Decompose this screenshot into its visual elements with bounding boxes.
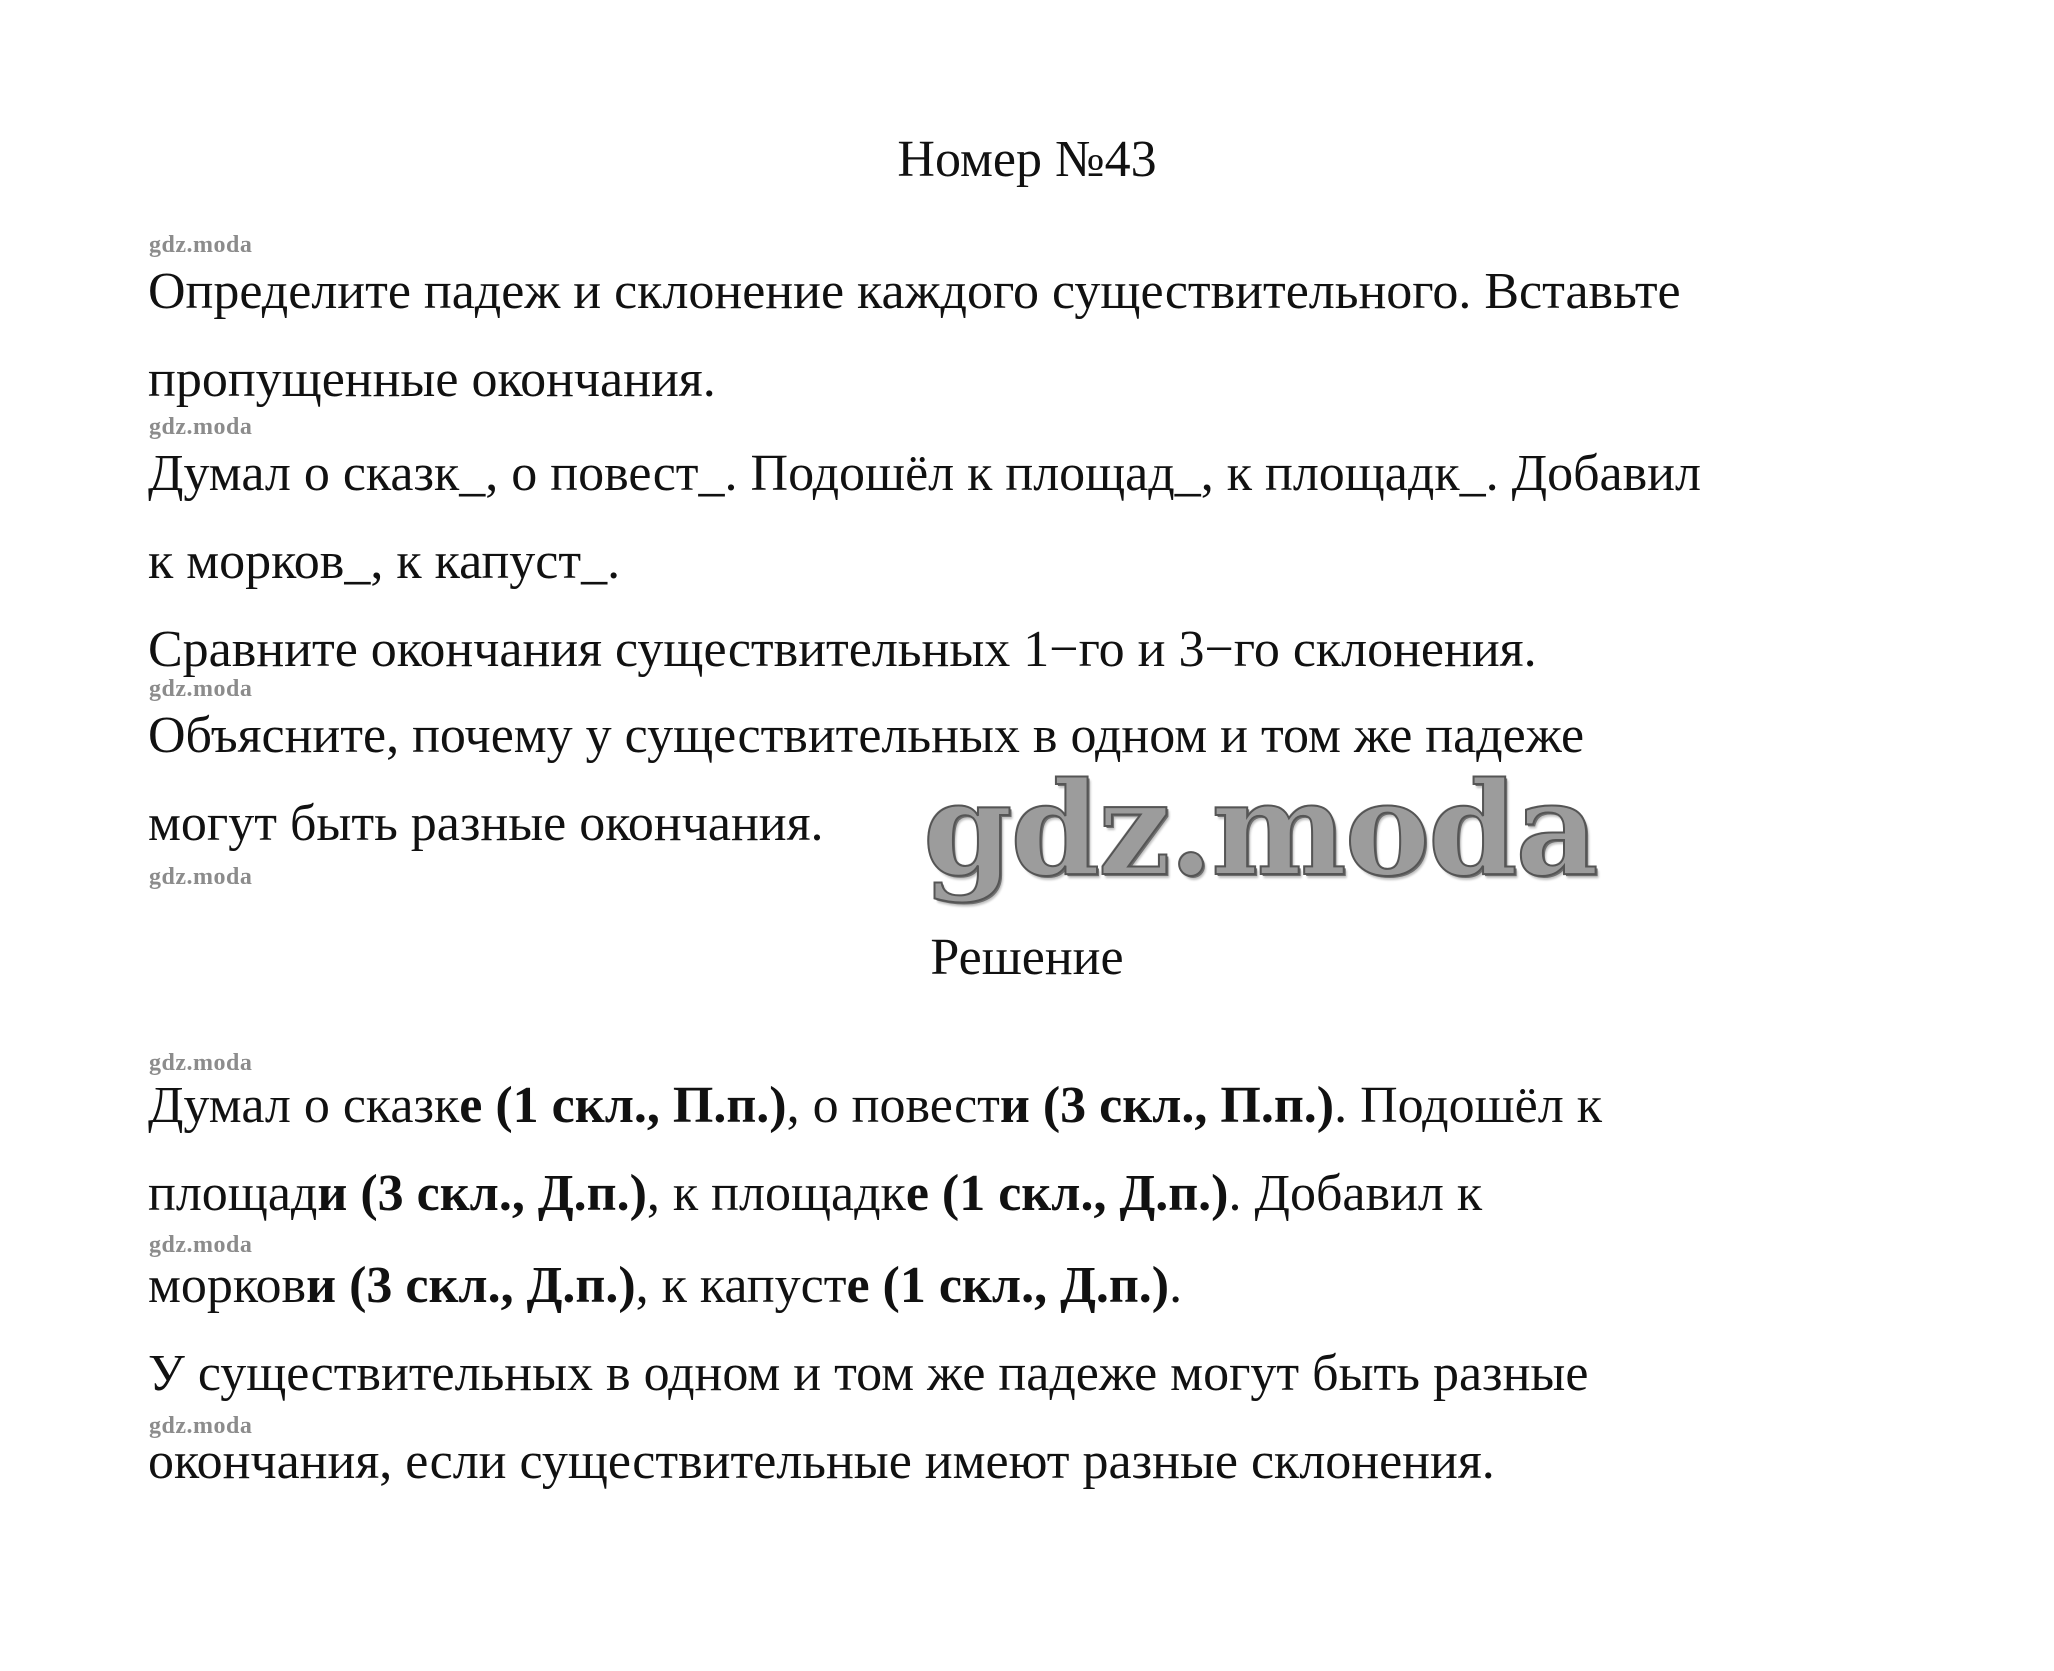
watermark-label: gdz.moda xyxy=(149,676,253,702)
solution-text: морков xyxy=(148,1257,307,1314)
task-text-line: могут быть разные окончания. xyxy=(148,795,824,852)
watermark-label: gdz.moda xyxy=(149,1413,253,1439)
case-annotation: (1 скл., П.п.) xyxy=(482,1077,787,1134)
ending: е xyxy=(459,1077,483,1134)
solution-text: площад xyxy=(148,1165,318,1222)
solution-line xyxy=(148,1256,1182,1316)
task-text-line: пропущенные окончания. xyxy=(148,351,716,408)
watermark-label: gdz.moda xyxy=(149,232,253,258)
solution-line xyxy=(148,1164,1482,1224)
watermark-label: gdz.moda xyxy=(149,1232,253,1258)
solution-line xyxy=(148,1076,1602,1136)
watermark-label: gdz.moda xyxy=(149,1050,253,1076)
ending: и xyxy=(317,1165,348,1222)
solution-text: , к площадк xyxy=(646,1165,906,1222)
watermark-label: gdz.moda xyxy=(149,414,253,440)
ending: и xyxy=(306,1257,337,1314)
solution-text: , о повест xyxy=(786,1077,1000,1134)
watermark-logo: gdz.moda xyxy=(923,755,1597,905)
task-text-line: Объясните, почему у существительных в одном и том же падеже xyxy=(148,707,1585,764)
solution-line: У существительных в одном и том же падеже могут быть разные xyxy=(148,1345,1589,1402)
case-annotation: (1 скл., Д.п.) xyxy=(928,1165,1229,1222)
solution-text: , к капуст xyxy=(635,1257,847,1314)
solution-text: . Добавил к xyxy=(1228,1165,1483,1222)
case-annotation: (1 скл., Д.п.) xyxy=(869,1257,1170,1314)
case-annotation: (3 скл., Д.п.) xyxy=(347,1165,647,1222)
task-text-line: Определите падеж и склонение каждого существительного. Вставьте xyxy=(148,263,1681,320)
solution-text: Думал о сказк xyxy=(148,1077,460,1134)
solution-line: окончания, если существительные имеют разные склонения. xyxy=(148,1433,1495,1490)
case-annotation: (3 скл., Д.п.) xyxy=(336,1257,636,1314)
solution-heading: Решение xyxy=(930,929,1124,986)
solution-text: . xyxy=(1169,1257,1183,1314)
case-annotation: (3 скл., П.п.) xyxy=(1029,1077,1335,1134)
solution-text: . Подошёл к xyxy=(1334,1077,1602,1134)
ending: е xyxy=(905,1165,929,1222)
ending: и xyxy=(999,1077,1030,1134)
task-text-line: Сравните окончания существительных 1−го и 3−го склонения. xyxy=(148,621,1537,678)
watermark-label: gdz.moda xyxy=(149,864,253,890)
page-title: Номер №43 xyxy=(897,131,1157,188)
exercise-sentence-line: к морков_, к капуст_. xyxy=(148,533,621,590)
exercise-sentence-line: Думал о сказк_, о повест_. Подошёл к площад_, к площадк_. Добавил xyxy=(148,445,1701,502)
ending: е xyxy=(846,1257,870,1314)
